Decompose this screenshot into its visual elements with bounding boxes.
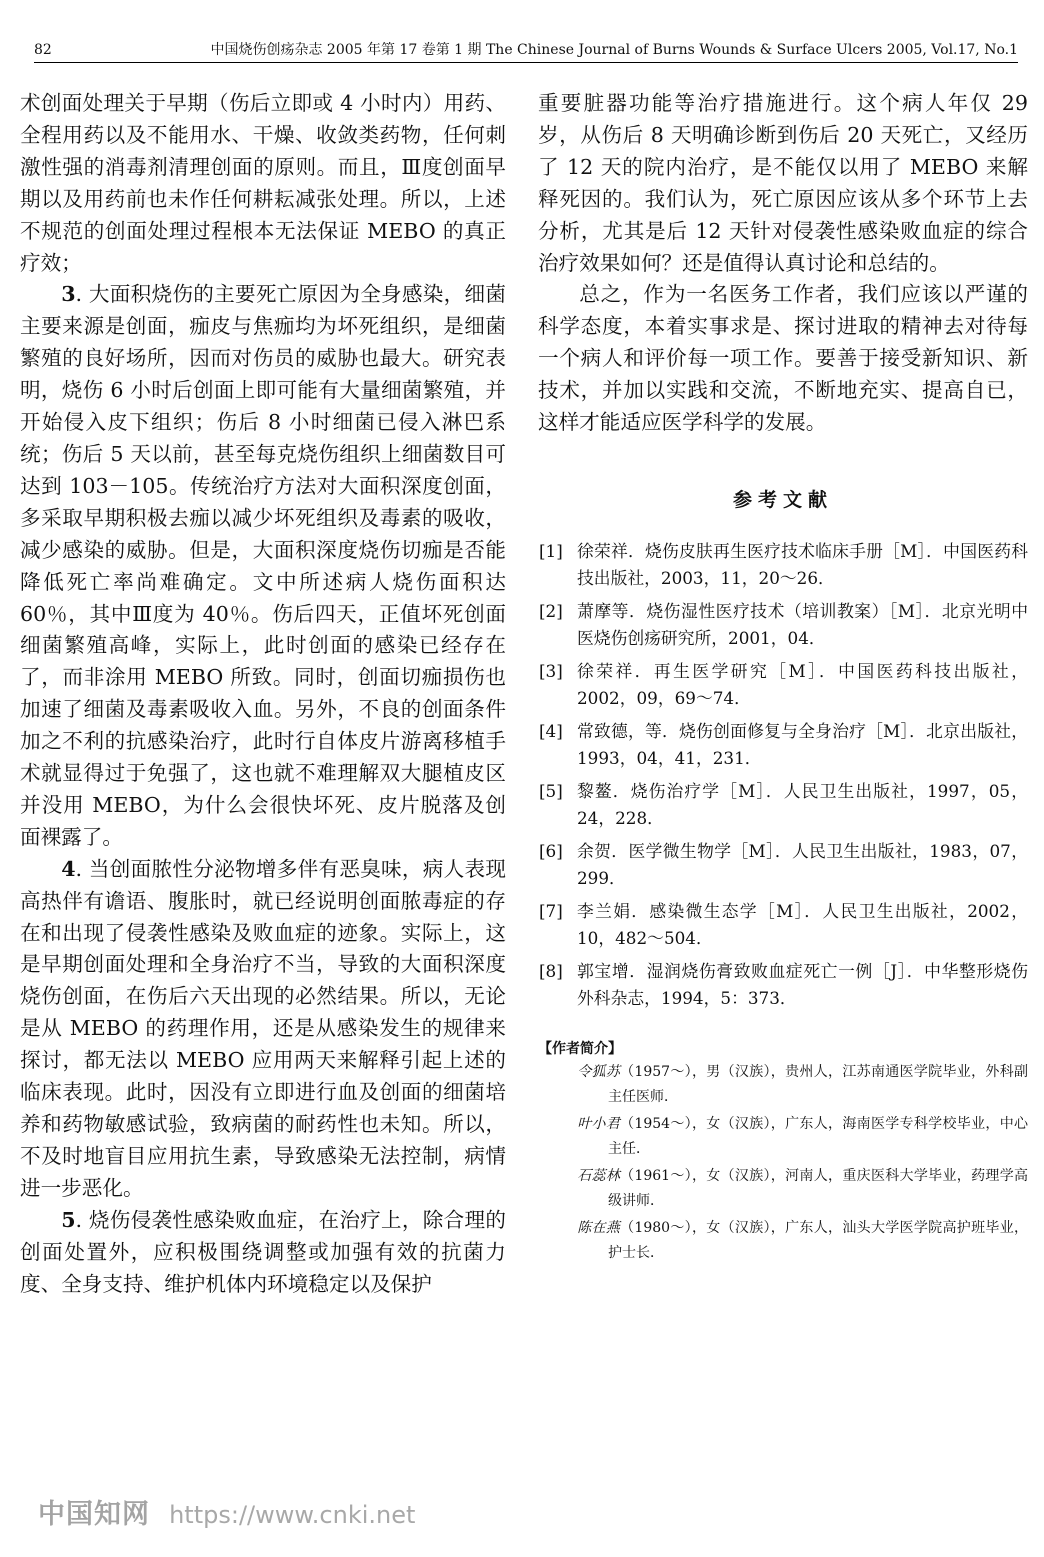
reference-number: [6] — [539, 840, 563, 861]
author-bio — [568, 1112, 1028, 1162]
reference-number: [3] — [539, 660, 563, 681]
reference-text: 徐荣祥．烧伤皮肤再生医疗技术临床手册［M］．中国医药科技出版社，2003，11，20～26． — [577, 540, 1028, 588]
paragraph-conclusion: 总之，作为一名医务工作者，我们应该以严谨的科学态度，本着实事求是、探讨进取的精神去对待每一个病人和评价每一项工作。要善于接受新知识、新技术，并加以实践和交流，不断地充实、提高自已，这样才能适应医学科学的发展。 — [538, 282, 1028, 435]
reference-list — [538, 538, 1028, 1012]
author-details: （1954～），女（汉族），广东人，海南医学专科学校毕业，中心主任． — [608, 1115, 1028, 1157]
author-bio — [568, 1060, 1028, 1110]
left-column — [20, 88, 506, 1300]
point-number: 5 — [61, 1207, 76, 1232]
author-name: 陈在燕 — [577, 1219, 621, 1236]
right-column — [538, 88, 1028, 1268]
reference-text: 郭宝增．湿润烧伤膏致败血症死亡一例［J］．中华整形烧伤外科杂志，1994，5：373． — [577, 960, 1028, 1008]
journal-citation: 中国烧伤创疡杂志 2005 年第 17 卷第 1 期 The Chinese Journal of Burns Wounds & Surface Ulcers 2005, Vol.17, No.1 — [210, 42, 1018, 58]
paragraph-point-5 — [20, 1205, 506, 1301]
author-details: （1980～），女（汉族），广东人，汕头大学医学院高护班毕业，护士长． — [608, 1219, 1028, 1261]
running-header — [34, 40, 1018, 63]
reference-item — [538, 958, 1028, 1012]
reference-item — [538, 718, 1028, 772]
author-details: （1957～），男（汉族），贵州人，江苏南通医学院毕业，外科副主任医师． — [608, 1063, 1028, 1105]
reference-text: 余贺．医学微生物学［M］．人民卫生出版社，1983，07，299． — [577, 840, 1028, 888]
reference-text: 李兰娟．感染微生态学［M］．人民卫生出版社，2002，10，482～504． — [577, 900, 1028, 948]
cnki-watermark — [38, 1492, 415, 1528]
cnki-url: https://www.cnki.net — [169, 1501, 416, 1529]
paragraph-text: . 烧伤侵袭性感染败血症，在治疗上，除合理的创面处置外，应积极围绕调整或加强有效的抗菌力度、全身支持、维护机体内环境稳定以及保护 — [20, 1207, 506, 1296]
page-number: 82 — [34, 42, 52, 58]
paragraph-continued: 术创面处理关于早期（伤后立即或 4 小时内）用药、全程用药以及不能用水、干燥、收敛类药物，任何刺激性强的消毒剂清理创面的原则。而且，Ⅲ度创面早期以及用药前也未作任何耕耘减张处理。所以，上述不规范的创面处理过程根本无法保证 MEBO 的真正疗效； — [20, 91, 506, 275]
references-heading: 参考文献 — [732, 488, 833, 511]
reference-number: [1] — [539, 540, 563, 561]
paragraph-text: . 当创面脓性分泌物增多伴有恶臭味，病人表现高热伴有谵语、腹胀时，就已经说明创面脓毒症的存在和出现了侵袭性感染及败血症的迹象。实际上，这是早期创面处理和全身治疗不当，导致的大面积深度烧伤创面，在伤后六天出现的必然结果。所以，无论是从 MEBO 的药理作用，还是从感染发生的规律来探讨，都无法以 MEBO 应用两天来解释引起上述的临床表现。此时，因没有立即进行血及创面的细菌培养和药物敏感试验，致病菌的耐药性也未知。所以，不及时地盲目应用抗生素，导致感染无法控制，病情进一步恶化。 — [20, 856, 506, 1200]
author-details: （1961～），女（汉族），河南人，重庆医科大学毕业，药理学高级讲师． — [608, 1167, 1028, 1209]
reference-item — [538, 658, 1028, 712]
reference-item — [538, 778, 1028, 832]
author-name: 石蕊林 — [577, 1167, 621, 1184]
paragraph-point-3 — [20, 279, 506, 853]
reference-item — [538, 598, 1028, 652]
point-number: 4 — [61, 856, 76, 881]
reference-number: [4] — [539, 720, 563, 741]
reference-text: 常致德，等．烧伤创面修复与全身治疗［M］．北京出版社，1993，04，41，231． — [577, 720, 1028, 768]
author-name: 叶小君 — [577, 1115, 621, 1132]
author-bio — [568, 1164, 1028, 1214]
reference-item — [538, 538, 1028, 592]
paragraph-point-4 — [20, 854, 506, 1205]
reference-number: [8] — [539, 960, 563, 981]
paragraph-continued-right: 重要脏器功能等治疗措施进行。这个病人年仅 29 岁，从伤后 8 天明确诊断到伤后 20 天死亡，又经历了 12 天的院内治疗，是不能仅以用了 MEBO 来解释死因的。我们认为，死亡原因应该从多个环节上去分析，尤其是后 12 天针对侵袭性感染败血症的综合治疗效果如何？还是值得认真讨论和总结的。 — [538, 91, 1028, 275]
author-intro-heading: 【作者简介】 — [538, 1040, 622, 1057]
reference-item — [538, 898, 1028, 952]
reference-number: [2] — [539, 600, 563, 621]
cnki-logo: 中国知网 — [38, 1499, 150, 1530]
reference-item — [538, 838, 1028, 892]
reference-number: [5] — [539, 780, 563, 801]
reference-number: [7] — [539, 900, 563, 921]
reference-text: 黎鳌．烧伤治疗学［M］．人民卫生出版社，1997，05，24，228． — [577, 780, 1028, 828]
author-bio — [568, 1216, 1028, 1266]
reference-text: 萧摩等．烧伤湿性医疗技术（培训教案）［M］．北京光明中医烧伤创疡研究所，2001，04． — [577, 600, 1028, 648]
author-name: 令狐苏 — [577, 1063, 621, 1080]
point-number: 3 — [61, 282, 76, 307]
paragraph-text: . 大面积烧伤的主要死亡原因为全身感染，细菌主要来源是创面，痂皮与焦痂均为坏死组织，是细菌繁殖的良好场所，因而对伤员的威胁也最大。研究表明，烧伤 6 小时后创面上即可能有大量细菌繁殖，并开始侵入皮下组织；伤后 8 小时细菌已侵入淋巴系统；伤后 5 天以前，甚至每克烧伤组织上细菌数目可达到 103－105。传统治疗方法对大面积深度创面，多采取早期积极去痂以减少坏死组织及毒素的吸收，减少感染的威胁。但是，大面积深度烧伤切痂是否能降低死亡率尚难确定。文中所述病人烧伤面积达 60％，其中Ⅲ度为 40％。伤后四天，正值坏死创面细菌繁殖高峰，实际上，此时创面的感染已经存在了，而非涂用 MEBO 所致。同时，创面切痂损伤也加速了细菌及毒素吸收入血。另外，不良的创面条件加之不利的抗感染治疗，此时行自体皮片游离移植手术就显得过于免强了，这也就不难理解双大腿植皮区并没用 MEBO，为什么会很快坏死、皮片脱落及创面裸露了。 — [20, 282, 506, 849]
reference-text: 徐荣祥．再生医学研究［M］．中国医药科技出版社，2002，09，69～74． — [577, 660, 1028, 708]
